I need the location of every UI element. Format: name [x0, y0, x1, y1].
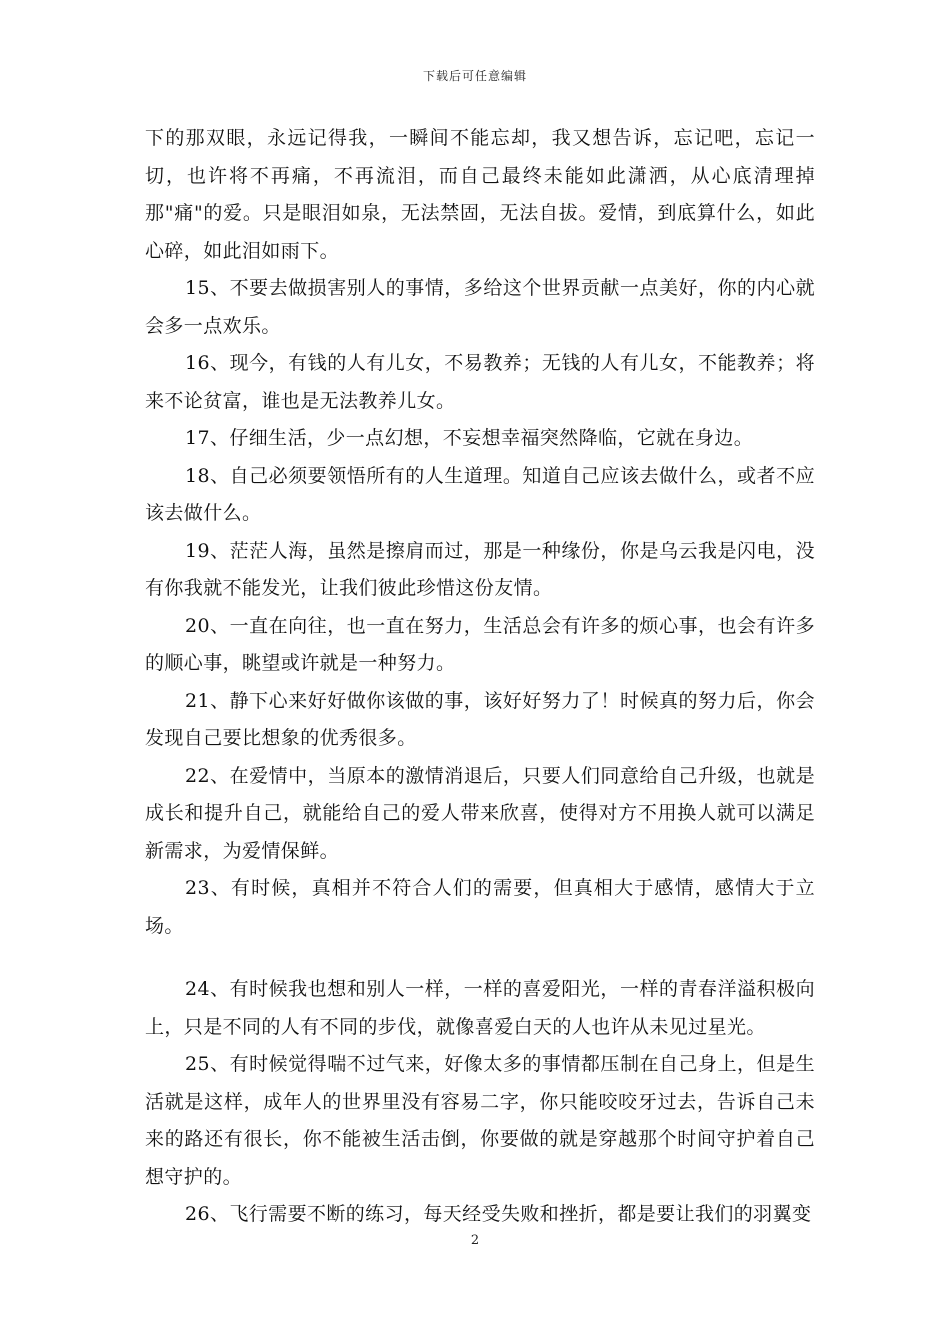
paragraph-22: 22、在爱情中，当原本的激情消退后，只要人们同意给自己升级，也就是成长和提升自己，就能给自己的爱人带来欣喜，使得对方不用换人就可以满足新需求，为爱情保鲜。 [145, 764, 815, 862]
paragraph-26: 26、飞行需要不断的练习，每天经受失败和挫折，都是要让我们的羽翼变 [185, 1203, 812, 1225]
page-header: 下载后可任意编辑 [422, 69, 527, 83]
paragraph-24: 24、有时候我也想和别人一样，一样的喜爱阳光，一样的青春洋溢积极向上，只是不同的人有不同的步伐，就像喜爱白天的人也许从未见过星光。 [145, 978, 815, 1038]
document-body [145, 120, 815, 1234]
paragraph-23: 23、有时候，真相并不符合人们的需要，但真相大于感情，感情大于立场。 [145, 877, 815, 937]
paragraph-15: 15、不要去做损害别人的事情，多给这个世界贡献一点美好，你的内心就会多一点欢乐。 [145, 277, 815, 337]
page-number: 2 [470, 1233, 480, 1248]
paragraph-25: 25、有时候觉得喘不过气来，好像太多的事情都压制在自己身上，但是生活就是这样，成年人的世界里没有容易二字，你只能咬咬牙过去，告诉自己未来的路还有很长，你不能被生活击倒，你要做的就是穿越那个时间守护着自己想守护的。 [145, 1053, 815, 1188]
paragraph-19: 19、茫茫人海，虽然是擦肩而过，那是一种缘份，你是乌云我是闪电，没有你我就不能发光，让我们彼此珍惜这份友情。 [145, 539, 815, 599]
paragraph-20: 20、一直在向往，也一直在努力，生活总会有许多的烦心事，也会有许多的顺心事，眺望或许就是一种努力。 [145, 614, 815, 674]
paragraph-continued: 下的那双眼，永远记得我，一瞬间不能忘却，我又想告诉，忘记吧，忘记一切，也许将不再痛，不再流泪，而自己最终未能如此潇洒，从心底清理掉那"痛"的爱。只是眼泪如泉，无法禁固，无法自拔。爱情，到底算什么，如此心碎，如此泪如雨下。 [145, 127, 815, 262]
paragraph-16: 16、现今，有钱的人有儿女，不易教养；无钱的人有儿女，不能教养；将来不论贫富，谁也是无法教养儿女。 [145, 352, 815, 412]
paragraph-17: 17、仔细生活，少一点幻想，不妄想幸福突然降临，它就在身边。 [185, 427, 754, 449]
paragraph-21: 21、静下心来好好做你该做的事，该好好努力了！时候真的努力后，你会发现自己要比想象的优秀很多。 [145, 689, 815, 749]
paragraph-18: 18、自己必须要领悟所有的人生道理。知道自己应该去做什么，或者不应该去做什么。 [145, 464, 815, 524]
